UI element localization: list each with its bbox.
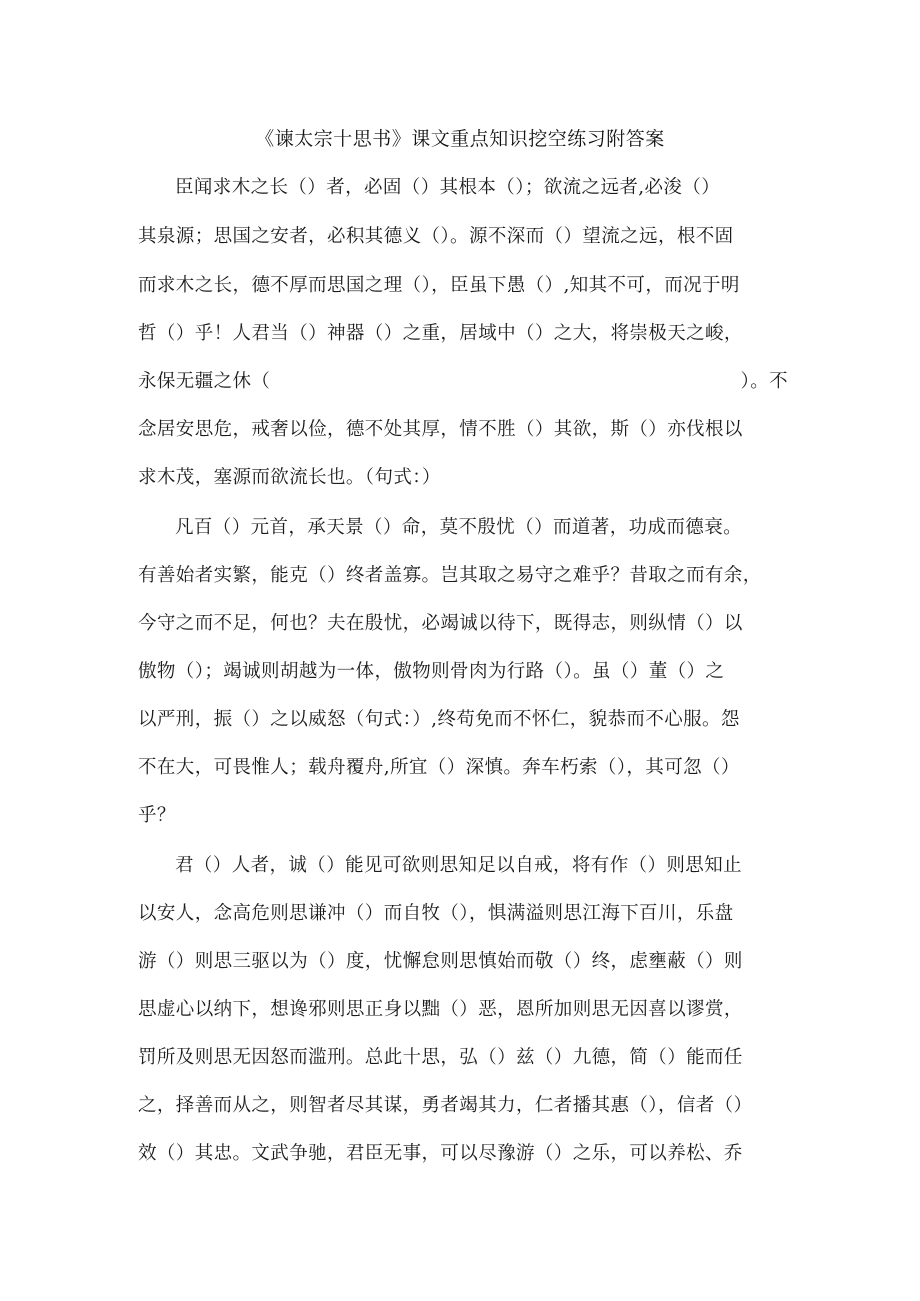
paragraph-2-line-1: 凡百（）元首，承天景（）命，莫不殷忧（）而道著，功成而德衰。	[175, 517, 743, 538]
paragraph-1-line-3: 而求木之长，德不厚而思国之理（），臣虽下愚（）,知其不可，而况于明	[138, 275, 740, 296]
paragraph-2-line-6: 不在大，可畏惟人；载舟覆舟,所宜（）深慎。奔车朽索（），其可忽（）	[138, 757, 740, 778]
paragraph-1-line-4: 哲（）乎！人君当（）神器（）之重，居域中（）之大，将崇极天之峻，	[138, 323, 743, 344]
paragraph-3-line-5: 罚所及则思无因怒而滥刑。总此十思，弘（）兹（）九德，简（）能而任	[138, 1047, 743, 1068]
paragraph-3-line-3: 游（）则思三驱以为（）度，忧懈怠则思慎始而敬（）终，虑壅蔽（）则	[138, 951, 743, 972]
paragraph-3-line-6: 之，择善而从之，则智者尽其谋，勇者竭其力，仁者播其惠（），信者（）	[138, 1095, 753, 1116]
paragraph-1-line-6: 念居安思危，戒奢以俭，德不处其厚，情不胜（）其欲，斯（）亦伐根以	[138, 419, 743, 440]
paragraph-1-line-5-left: 永保无疆之休（	[138, 371, 271, 392]
paragraph-2-line-2: 有善始者实繁，能克（）终者盖寡。岂其取之易守之难乎？昔取之而有余，	[138, 565, 762, 586]
paragraph-3-line-2: 以安人，念高危则思谦冲（）而自牧（），惧满溢则思江海下百川，乐盘	[138, 903, 734, 924]
paragraph-1-line-5-right: ）。不	[740, 371, 788, 392]
paragraph-3-line-7: 效（）其忠。文武争驰，君臣无事，可以尽豫游（）之乐，可以养松、乔	[138, 1143, 743, 1164]
paragraph-3-line-4: 思虚心以纳下，想谗邪则思正身以黜（）恶，恩所加则思无因喜以谬赏，	[138, 999, 743, 1020]
paragraph-2-line-5: 以严刑，振（）之以威怒（句式：）,终苟免而不怀仁，貌恭而不心服。怨	[138, 709, 740, 730]
paragraph-1-line-2: 其泉源；思国之安者，必积其德义（）。源不深而（）望流之远，根不固	[138, 226, 734, 247]
paragraph-2-line-4: 傲物（）；竭诚则胡越为一体，傲物则骨肉为行路（）。虽（）董（）之	[138, 661, 725, 682]
paragraph-1-line-7: 求木茂，塞源而欲流长也。（句式：）	[138, 467, 441, 488]
paragraph-2-line-7: 乎？	[138, 805, 176, 826]
paragraph-1-line-5	[138, 370, 788, 394]
paragraph-3-line-1: 君（）人者，诚（）能见可欲则思知足以自戒，将有作（）则思知止	[175, 855, 743, 876]
paragraph-2-line-3: 今守之而不足，何也？夫在殷忧，必竭诚以待下，既得志，则纵情（）以	[138, 613, 743, 634]
paragraph-1-line-1: 臣闻求木之长（）者，必固（）其根本（）；欲流之远者,必浚（）	[175, 177, 721, 198]
document-title: 《谏太宗十思书》课文重点知识挖空练习附答案	[255, 128, 665, 150]
